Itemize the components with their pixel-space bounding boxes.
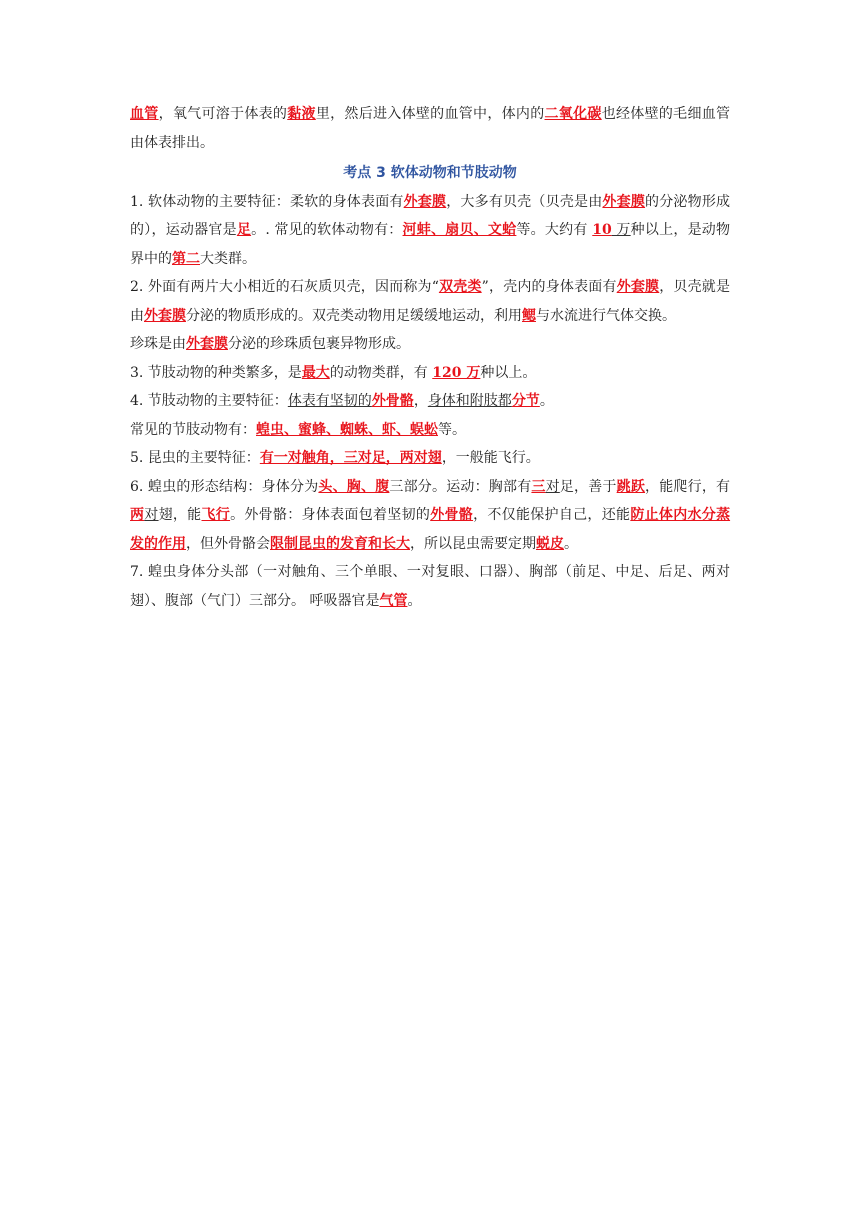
text-run: ，能爬行，有 [645,478,731,495]
text-run: 3. 节肢动物的种类繁多，是 [130,364,302,381]
key-term: 外骨骼 [430,507,474,523]
key-term: 二氧化碳 [544,106,602,122]
paragraph-common-arthropods [130,416,730,445]
key-term: 跳跃 [616,478,646,495]
text-run: 。 [407,592,422,609]
text-run: 里，然后进入体壁的血管中，体内的 [315,106,545,122]
text-run: 4. 节肢动物的主要特征： [130,393,288,409]
paragraph-insect-features [130,444,730,473]
paragraph-pearl [130,330,730,359]
key-term: 外套膜 [144,307,186,324]
key-term: 蝗虫、蜜蜂、蜘蛛、虾、蜈蚣 [256,421,438,438]
key-term: 限制昆虫的发育和长大 [270,535,410,552]
key-term: 血管 [130,106,159,122]
text-run: 。 [539,393,554,409]
paragraph-arthropod-diversity [130,359,730,388]
text-run: ，大多有贝壳（贝壳是由 [446,193,603,210]
underlined-text: 体表有坚韧的 [287,393,372,409]
key-term: 鳃 [522,307,536,324]
text-run: 种以上。 [480,364,537,381]
text-run: 5. 昆虫的主要特征： [130,450,260,466]
key-term: 气管 [379,592,408,609]
key-term: 外骨骼 [371,393,414,409]
key-term: 蜕皮 [536,535,564,552]
text-run: ，一般能飞行。 [441,450,540,466]
paragraph-intro [130,100,730,157]
key-term: 10 [592,222,612,238]
key-term: 外套膜 [403,193,447,210]
key-term: 外套膜 [602,193,646,210]
text-run: 2. 外面有两片大小相近的石灰质贝壳，因而称为“ [130,279,439,295]
key-term: 外套膜 [616,279,660,295]
text-run: 种以上，是动物界中的 [130,222,731,267]
text-run: 珍珠是由 [130,336,186,352]
text-run: 与水流进行气体交换。 [536,307,676,324]
text-run: 的分泌物形成的），运动器官是 [130,193,731,238]
text-run: 分泌的物质形成的。双壳类动物用足缓缓地运动，利用 [186,307,522,324]
key-term: 黏液 [287,106,316,122]
text-run: 。. 常见的软体动物有： [251,222,403,238]
underlined-text: 身体和附肢都 [427,393,512,409]
key-term: 分节 [511,393,540,409]
text-run: 也经体壁的毛细血管由体表排出。 [130,106,731,151]
text-run: 常见的节肢动物有： [130,421,256,438]
text-run: ，贝壳就是由 [130,279,730,324]
text-run: 的动物类群，有 [329,364,433,381]
underlined-text: 对 [144,507,159,523]
text-run: 。外骨骼：身体表面包着坚韧的 [230,507,431,523]
paragraph-locust-body [130,558,730,615]
text-run: ，氧气可溶于体表的 [158,106,288,122]
paragraph-locust-structure [130,473,730,559]
text-run: ，但外骨骼会 [186,535,270,552]
key-term: 头、胸、腹 [318,478,390,495]
text-run: ，不仅能保护自己，还能 [473,507,631,523]
document-body [130,100,730,615]
key-term: 两 [130,507,145,523]
text-run: 分泌的珍珠质包裹异物形成。 [228,336,410,352]
section-heading: 考点 3 软体动物和节肢动物 [343,165,517,181]
text-run: ，所以昆虫需要定期 [410,535,536,552]
text-run: 7. 蝗虫身体分头部（一对触角、三个单眼、一对复眼、口器）、胸部（前足、中足、后足、两对翅）、腹部（气门）三部分。 呼吸器官是 [130,564,730,609]
key-term: 飞行 [201,507,231,523]
key-term: 最大 [301,364,330,381]
text-run: 6. 蝗虫的形态结构：身体分为 [130,478,319,495]
key-term: 有一对触角，三对足，两对翅 [259,450,442,466]
key-term: 足 [236,222,252,238]
text-run: 大类群。 [200,250,256,267]
key-term: 三 [531,478,546,495]
paragraph-mollusc-features [130,188,730,274]
text-run: 。 [564,535,578,552]
text-run: ”，壳内的身体表面有 [481,279,617,295]
underlined-text: 对 [545,478,560,495]
key-term: 河蚌、扇贝、文蛤 [402,222,517,238]
key-term: 外套膜 [186,336,228,352]
text-run: 等。 [438,421,466,438]
key-term: 防止体内水分蒸发的作用 [130,507,731,552]
text-run: 等。大约有 [516,222,593,238]
key-term: 双壳类 [438,279,482,295]
text-run: 1. 软体动物的主要特征：柔软的身体表面有 [130,193,404,210]
text-run: 足，善于 [559,478,617,495]
key-term: 第二 [172,250,200,267]
text-run: 翅，能 [158,507,202,523]
key-term: 120 万 [432,364,481,381]
paragraph-arthropod-features [130,387,730,416]
text-run: 三部分。运动：胸部有 [389,478,532,495]
underlined-text: 万 [611,222,631,238]
text-run: ， [413,393,428,409]
paragraph-bivalves [130,273,730,330]
